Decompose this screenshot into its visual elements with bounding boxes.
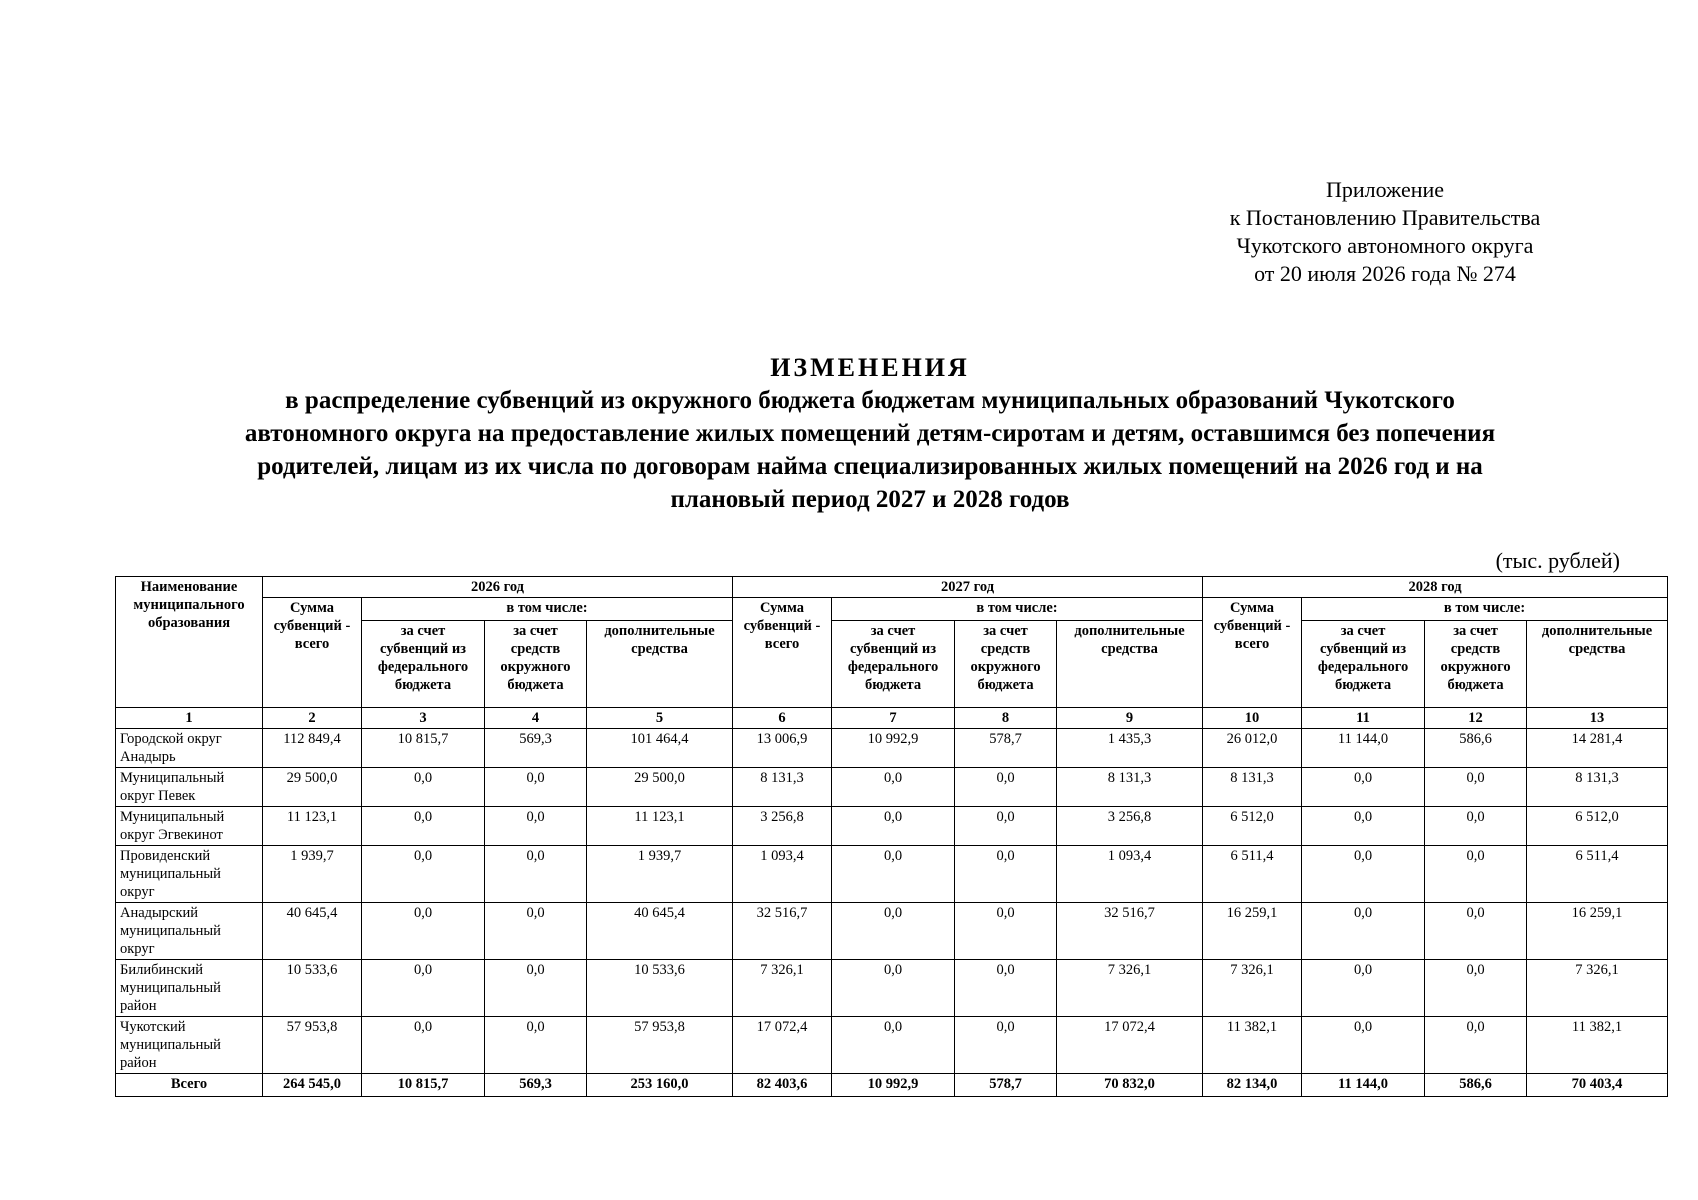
table-cell: 10 815,7	[362, 729, 485, 768]
table-cell: 0,0	[1425, 903, 1527, 960]
column-number: 5	[587, 708, 733, 729]
table-cell: 0,0	[1302, 1017, 1425, 1074]
header-federal-2026: за счет субвенций из федерального бюджета	[362, 621, 485, 708]
table-cell: 0,0	[362, 1017, 485, 1074]
table-cell: 569,3	[485, 729, 587, 768]
header-sum-2028: Сумма субвенций - всего	[1203, 598, 1302, 708]
table-cell: 0,0	[832, 1017, 955, 1074]
table-cell: 586,6	[1425, 729, 1527, 768]
table-cell: 0,0	[485, 846, 587, 903]
table-cell: 57 953,8	[587, 1017, 733, 1074]
municipality-name: Муниципальный округ Певек	[116, 768, 263, 807]
total-row	[116, 1074, 1668, 1097]
total-label: Всего	[116, 1074, 263, 1097]
table-cell: 0,0	[485, 807, 587, 846]
table-cell: 0,0	[485, 1017, 587, 1074]
total-cell: 569,3	[485, 1074, 587, 1097]
header-federal-2028: за счет субвенций из федерального бюджета	[1302, 621, 1425, 708]
header-sum-2026: Сумма субвенций - всего	[263, 598, 362, 708]
header-including-2028: в том числе:	[1302, 598, 1668, 621]
total-cell: 82 134,0	[1203, 1074, 1302, 1097]
table-cell: 6 511,4	[1527, 846, 1668, 903]
total-cell: 82 403,6	[733, 1074, 832, 1097]
total-cell: 264 545,0	[263, 1074, 362, 1097]
municipality-name: Провиденский муниципальный округ	[116, 846, 263, 903]
table-cell: 0,0	[955, 768, 1057, 807]
table-cell: 10 533,6	[263, 960, 362, 1017]
table-row	[116, 768, 1668, 807]
table-cell: 7 326,1	[733, 960, 832, 1017]
table-cell: 0,0	[955, 960, 1057, 1017]
title-main: ИЗМЕНЕНИЯ	[770, 353, 970, 382]
table-cell: 112 849,4	[263, 729, 362, 768]
header-district-2026: за счет средств окружного бюджета	[485, 621, 587, 708]
total-cell: 578,7	[955, 1074, 1057, 1097]
table-row	[116, 846, 1668, 903]
header-district-2027: за счет средств окружного бюджета	[955, 621, 1057, 708]
table-cell: 0,0	[955, 846, 1057, 903]
table-cell: 0,0	[1425, 768, 1527, 807]
table-cell: 0,0	[1302, 960, 1425, 1017]
table-cell: 11 144,0	[1302, 729, 1425, 768]
title-line-2: автономного округа на предоставление жилых помещений детям-сиротам и детям, оставшимся без попечения	[244, 420, 1496, 447]
table-cell: 0,0	[1302, 807, 1425, 846]
table-cell: 40 645,4	[587, 903, 733, 960]
table-cell: 57 953,8	[263, 1017, 362, 1074]
table-cell: 0,0	[832, 960, 955, 1017]
table-cell: 10 533,6	[587, 960, 733, 1017]
table-cell: 0,0	[362, 903, 485, 960]
column-number: 3	[362, 708, 485, 729]
total-cell: 11 144,0	[1302, 1074, 1425, 1097]
total-cell: 70 403,4	[1527, 1074, 1668, 1097]
table-cell: 578,7	[955, 729, 1057, 768]
document-title	[110, 352, 1630, 516]
table-cell: 11 382,1	[1203, 1017, 1302, 1074]
header-district-2028: за счет средств окружного бюджета	[1425, 621, 1527, 708]
header-including-2026: в том числе:	[362, 598, 733, 621]
table-cell: 0,0	[832, 807, 955, 846]
table-cell: 1 939,7	[263, 846, 362, 903]
column-number: 8	[955, 708, 1057, 729]
municipality-name: Городской округ Анадырь	[116, 729, 263, 768]
table-cell: 3 256,8	[1057, 807, 1203, 846]
table-row	[116, 1017, 1668, 1074]
table-cell: 29 500,0	[587, 768, 733, 807]
title-line-4: плановый период 2027 и 2028 годов	[670, 486, 1070, 513]
column-number: 9	[1057, 708, 1203, 729]
appendix-line-3: Чукотского автономного округа	[1236, 233, 1534, 258]
header-year-2028: 2028 год	[1203, 577, 1668, 598]
table-cell: 11 123,1	[587, 807, 733, 846]
table-cell: 14 281,4	[1527, 729, 1668, 768]
column-number: 1	[116, 708, 263, 729]
table-cell: 17 072,4	[733, 1017, 832, 1074]
table-cell: 0,0	[1425, 846, 1527, 903]
table-cell: 7 326,1	[1203, 960, 1302, 1017]
total-cell: 586,6	[1425, 1074, 1527, 1097]
distribution-table	[115, 576, 1668, 1097]
table-cell: 32 516,7	[1057, 903, 1203, 960]
table-cell: 10 992,9	[832, 729, 955, 768]
table-cell: 1 435,3	[1057, 729, 1203, 768]
table-cell: 101 464,4	[587, 729, 733, 768]
column-number: 6	[733, 708, 832, 729]
table-cell: 3 256,8	[733, 807, 832, 846]
table-cell: 26 012,0	[1203, 729, 1302, 768]
total-cell: 10 992,9	[832, 1074, 955, 1097]
municipality-name: Чукотский муниципальный район	[116, 1017, 263, 1074]
header-additional-2027: дополнительные средства	[1057, 621, 1203, 708]
table-cell: 0,0	[1425, 1017, 1527, 1074]
title-line-1: в распределение субвенций из окружного бюджета бюджетам муниципальных образований Чукотского	[285, 387, 1455, 414]
municipality-name: Билибинский муниципальный район	[116, 960, 263, 1017]
header-federal-2027: за счет субвенций из федерального бюджета	[832, 621, 955, 708]
table-row	[116, 729, 1668, 768]
table-cell: 0,0	[485, 960, 587, 1017]
column-number: 2	[263, 708, 362, 729]
table-cell: 11 123,1	[263, 807, 362, 846]
total-cell: 70 832,0	[1057, 1074, 1203, 1097]
appendix-line-1: Приложение	[1325, 177, 1445, 202]
header-name: Наименование муниципального образования	[116, 577, 263, 708]
table-body	[116, 729, 1668, 1097]
column-numbers-row	[116, 708, 1668, 729]
column-number: 10	[1203, 708, 1302, 729]
table-cell: 8 131,3	[1057, 768, 1203, 807]
unit-label: (тыс. рублей)	[1495, 548, 1620, 573]
table-cell: 6 512,0	[1203, 807, 1302, 846]
appendix-note	[1195, 176, 1575, 288]
table-cell: 13 006,9	[733, 729, 832, 768]
table-cell: 0,0	[362, 807, 485, 846]
appendix-line-4: от 20 июля 2026 года № 274	[1254, 261, 1516, 286]
table-cell: 0,0	[832, 768, 955, 807]
column-number: 12	[1425, 708, 1527, 729]
table-cell: 0,0	[362, 846, 485, 903]
table-cell: 32 516,7	[733, 903, 832, 960]
column-number: 4	[485, 708, 587, 729]
table-cell: 16 259,1	[1527, 903, 1668, 960]
table-cell: 7 326,1	[1057, 960, 1203, 1017]
table-cell: 0,0	[955, 1017, 1057, 1074]
total-cell: 253 160,0	[587, 1074, 733, 1097]
municipality-name: Анадырский муниципальный округ	[116, 903, 263, 960]
column-number: 11	[1302, 708, 1425, 729]
header-additional-2028: дополнительные средства	[1527, 621, 1668, 708]
appendix-line-2: к Постановлению Правительства	[1229, 205, 1541, 230]
table-cell: 0,0	[1425, 807, 1527, 846]
header-sum-2027: Сумма субвенций - всего	[733, 598, 832, 708]
table-cell: 7 326,1	[1527, 960, 1668, 1017]
table-row	[116, 960, 1668, 1017]
table-cell: 29 500,0	[263, 768, 362, 807]
table-cell: 0,0	[832, 846, 955, 903]
table-cell: 8 131,3	[1203, 768, 1302, 807]
table-cell: 0,0	[1302, 768, 1425, 807]
header-including-2027: в том числе:	[832, 598, 1203, 621]
table-cell: 6 511,4	[1203, 846, 1302, 903]
table-cell: 17 072,4	[1057, 1017, 1203, 1074]
header-year-2026: 2026 год	[263, 577, 733, 598]
column-number: 7	[832, 708, 955, 729]
title-line-3: родителей, лицам из их числа по договорам найма специализированных жилых помещений на 2026 год и на	[257, 453, 1483, 480]
table-cell: 40 645,4	[263, 903, 362, 960]
table-row	[116, 903, 1668, 960]
table-cell: 0,0	[362, 960, 485, 1017]
table-cell: 1 093,4	[1057, 846, 1203, 903]
header-year-2027: 2027 год	[733, 577, 1203, 598]
table-cell: 8 131,3	[733, 768, 832, 807]
table-cell: 6 512,0	[1527, 807, 1668, 846]
table-cell: 0,0	[1302, 903, 1425, 960]
header-additional-2026: дополнительные средства	[587, 621, 733, 708]
table-cell: 1 093,4	[733, 846, 832, 903]
table-row	[116, 807, 1668, 846]
total-cell: 10 815,7	[362, 1074, 485, 1097]
table-cell: 16 259,1	[1203, 903, 1302, 960]
table-cell: 0,0	[955, 807, 1057, 846]
table-cell: 0,0	[955, 903, 1057, 960]
table-cell: 1 939,7	[587, 846, 733, 903]
table-cell: 0,0	[832, 903, 955, 960]
column-number: 13	[1527, 708, 1668, 729]
table-cell: 11 382,1	[1527, 1017, 1668, 1074]
municipality-name: Муниципальный округ Эгвекинот	[116, 807, 263, 846]
table-cell: 0,0	[485, 768, 587, 807]
table-cell: 0,0	[485, 903, 587, 960]
table-cell: 0,0	[362, 768, 485, 807]
table-cell: 0,0	[1425, 960, 1527, 1017]
table-cell: 8 131,3	[1527, 768, 1668, 807]
table-cell: 0,0	[1302, 846, 1425, 903]
